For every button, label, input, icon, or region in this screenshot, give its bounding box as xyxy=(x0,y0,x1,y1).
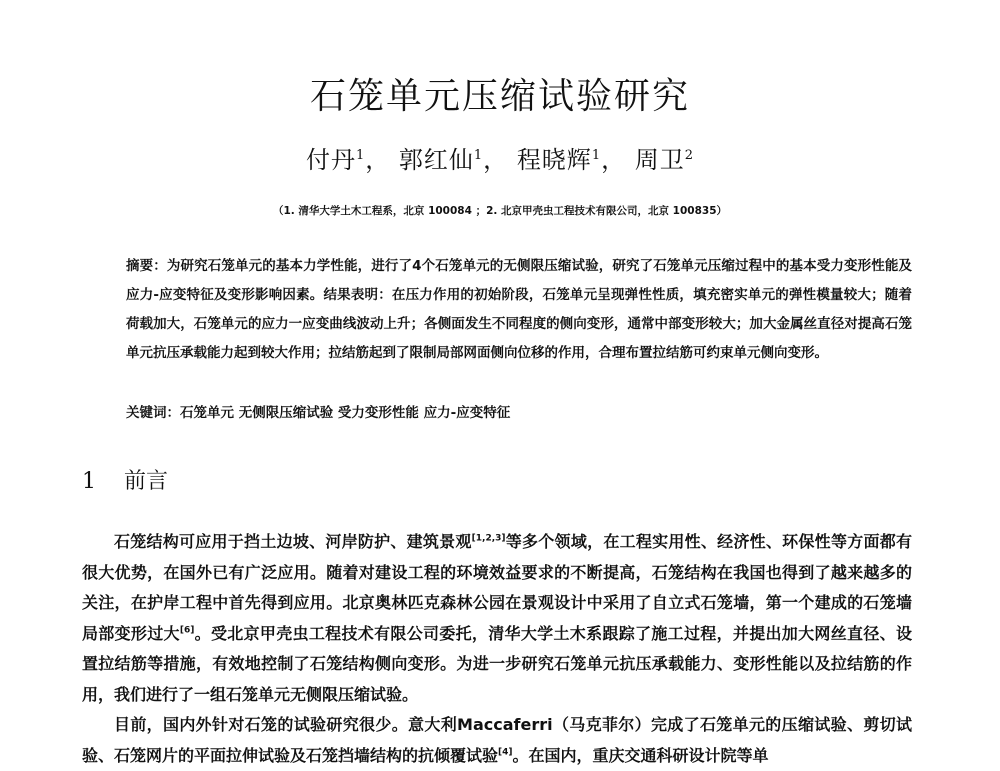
keywords xyxy=(126,402,912,424)
author-affiliation-mark: 1 xyxy=(473,148,484,163)
body-text xyxy=(82,527,912,771)
citation: [1,2,3] xyxy=(471,533,506,544)
keywords-label: 关键词： xyxy=(126,405,180,421)
affiliation-line: （1. 清华大学土木工程系，北京 100084 ；2. 北京甲壳虫工程技术有限公司，北京 100835） xyxy=(272,205,728,217)
author-list: 付丹$^1$， 郭红仙$^1$， 程晓辉$^1$， 周卫$^2$ xyxy=(305,146,695,174)
section-number: 1 xyxy=(82,469,96,494)
paragraph-text: 石笼结构可应用于挡土边坡、河岸防护、建筑景观 xyxy=(114,532,472,551)
paragraph xyxy=(82,527,912,710)
author-name: 周卫 xyxy=(634,146,685,174)
author-affiliation-mark: 1 xyxy=(355,148,366,163)
author-affiliation-mark: 1 xyxy=(591,148,602,163)
paragraph-text: 目前，国内外针对石笼的试验研究很少。意大利Maccaferri（马克菲尔）完成了石笼单元的压缩试验、剪切试验、石笼网片的平面拉伸试验及石笼挡墙结构的抗倾覆试验 xyxy=(82,715,912,765)
author-name: 付丹 xyxy=(305,146,356,174)
author-name: 程晓辉 xyxy=(516,146,592,174)
paragraph xyxy=(82,710,912,771)
keywords-text: 石笼单元 无侧限压缩试验 受力变形性能 应力-应变特征 xyxy=(180,405,511,421)
section-heading xyxy=(82,464,168,495)
paragraph-text: 等多个领域，在工程实用性、经济性、环保性等方面都有很大优势，在国外已有广泛应用。随着对建设工程的环境效益要求的不断提高，石笼结构在我国也得到了越来越多的关注，在护岸工程中首先得到应用。北京奥林匹克森林公园在景观设计中采用了自立式石笼墙，第一个建成的石笼墙局部变形过大 xyxy=(82,532,912,643)
citation: [4] xyxy=(498,747,513,758)
citation: [6] xyxy=(179,625,195,636)
abstract-label: 摘要： xyxy=(126,258,167,274)
abstract-text: 为研究石笼单元的基本力学性能，进行了4个石笼单元的无侧限压缩试验，研究了石笼单元压缩过程中的基本受力变形性能及应力-应变特征及变形影响因素。结果表明：在压力作用的初始阶段，石笼单元呈现弹性性质，填充密实单元的弹性模量较大；随着荷载加大，石笼单元的应力一应变曲线波动上升；各侧面发生不同程度的侧向变形，通常中部变形较大；加大金属丝直径对提高石笼单元抗压承载能力起到较大作用；拉结筋起到了限制局部网面侧向位移的作用，合理布置拉结筋可约束单元侧向变形。 xyxy=(126,258,912,361)
author-name: 郭红仙 xyxy=(398,146,474,174)
paragraph-text: 。受北京甲壳虫工程技术有限公司委托，清华大学土木系跟踪了施工过程，并提出加大网丝直径、设置拉结筋等措施，有效地控制了石笼结构侧向变形。为进一步研究石笼单元抗压承载能力、变形性能以及拉结筋的作用，我们进行了一组石笼单元无侧限压缩试验。 xyxy=(82,623,912,704)
paper-title: 石笼单元压缩试验研究 xyxy=(309,76,690,117)
paragraph-text: 。在国内，重庆交通科研设计院等单 xyxy=(512,745,769,765)
section-title: 前言 xyxy=(124,469,169,494)
author-affiliation-mark: 2 xyxy=(684,148,695,163)
abstract xyxy=(126,252,912,368)
